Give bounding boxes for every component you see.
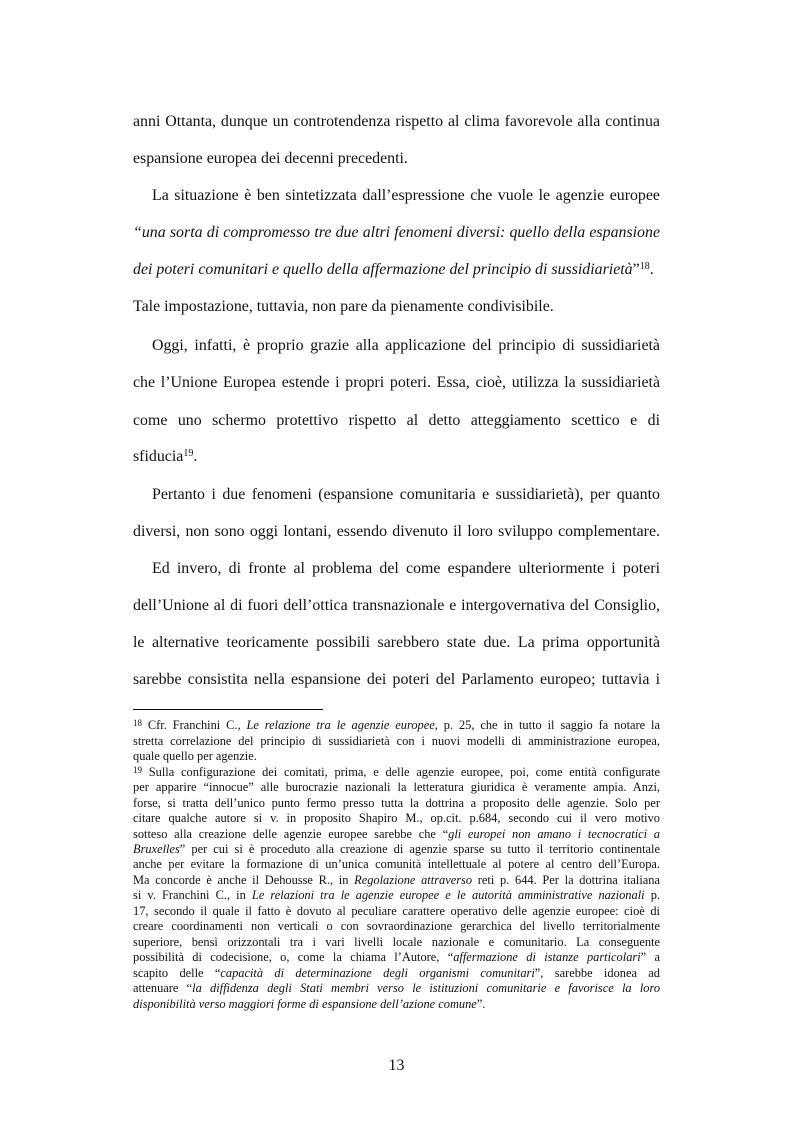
footnote-separator: [133, 709, 323, 710]
page-number: 13: [388, 1057, 405, 1074]
footnote-line: scapito delle “capacità di determinazione degli organismi comunitari”, sarebbe idonea ad: [133, 966, 661, 980]
footnote-line: creare coordinamenti non verticali o con sovraordinazione gerarchica del livello territorialmente: [133, 919, 660, 933]
body-line: sarebbe consistita nella espansione dei poteri del Parlamento europeo; tuttavia i: [133, 671, 660, 688]
footnote-18: $^{18}$ Cfr. Franchini C., Le relazione tra le agenzie europee, p. 25, che in tutto il saggio fa notare la: [133, 718, 660, 732]
body-line: Pertanto i due fenomeni (espansione comunitaria e sussidiarietà), per quanto: [152, 486, 660, 503]
footnote-line: stretta correlazione del principio di sussidiarietà con i nuovi modelli di amministrazione europea,: [133, 734, 660, 748]
footnote-19: $^{19}$ Sulla configurazione dei comitati, prima, e delle agenzie europee, poi, come entità configurate: [133, 765, 660, 779]
body-line: come uno schermo protettivo rispetto al detto atteggiamento scettico e di: [133, 412, 660, 429]
quote-text: dei poteri comunitari e quello della affermazione del principio di sussidiarietà: [133, 261, 633, 278]
footnote-line: forse, si tratta dell’unico punto fermo presso tutta la dottrina a proposito delle agenzie. Solo per: [133, 796, 660, 810]
footnote-line: possibilità di codecisione, o, come la chiama l’Autore, “affermazione di istanze particolari” a: [133, 950, 660, 964]
body-line: [133, 223, 660, 243]
footnote-line: superiore, bensì orizzontali tra i vari livelli locale nazionale e comunitario. La conseguente: [133, 935, 660, 949]
body-line: diversi, non sono oggi lontani, essendo divenuto il loro sviluppo complementare.: [133, 523, 660, 540]
body-line: dei poteri comunitari e quello della affermazione del principio di sussidiarietà”$^{18}$.: [133, 261, 654, 278]
footnote-ref-18[interactable]: 18: [639, 261, 650, 272]
body-line: espansione europea dei decenni precedenti.: [133, 150, 408, 167]
body-line: sfiducia$^{19}$.: [133, 448, 198, 465]
footnote-line: attenuare “la diffidenza degli Stati membri verso le istituzioni comunitarie e favorisce la loro: [133, 981, 661, 995]
footnote-line: anche per evitare la formazione di un’unica comunità intellettuale al potere al centro dell’Europa.: [133, 857, 660, 871]
body-line: Oggi, infatti, è proprio grazie alla applicazione del principio di sussidiarietà: [152, 337, 660, 354]
footnote-line: si v. Franchini C., in Le relazioni tra le agenzie europee e le autorità amministrative nazionali p.: [133, 888, 660, 902]
footnote-line: citare qualche autore si v. in proposito Shapiro M., op.cit. p.684, secondo cui il vero motivo: [133, 811, 660, 825]
footnote-line: quale quello per agenzie.: [133, 749, 257, 763]
body-line: Tale impostazione, tuttavia, non pare da pienamente condivisibile.: [133, 298, 554, 315]
body-line: La situazione è ben sintetizzata dall’espressione che vuole le agenzie europee: [152, 187, 660, 204]
quote-text: “una sorta di compromesso tre due altri fenomeni diversi: quello della espansione: [133, 224, 660, 241]
body-line: dell’Unione al di fuori dell’ottica transnazionale e intergovernativa del Consiglio,: [133, 597, 660, 614]
footnote-line: Bruxelles” per cui si è proceduto alla creazione di agenzie sparse su tutto il territorio continentale: [133, 842, 660, 856]
footnote-ref-19[interactable]: 19: [183, 448, 194, 459]
footnote-line: 17, secondo il quale il fatto è dovuto al peculiare carattere operativo delle agenzie europee: cioè di: [133, 904, 660, 918]
footnote-line: Ma concorde è anche il Dehousse R., in Regolazione attraverso reti p. 644. Per la dottrina italiana: [133, 873, 660, 887]
body-line: che l’Unione Europea estende i propri poteri. Essa, cioè, utilizza la sussidiarietà: [133, 374, 660, 391]
footnote-line: disponibilità verso maggiori forme di espansione dell’azione comune”.: [133, 997, 486, 1011]
body-line: le alternative teoricamente possibili sarebbero state due. La prima opportunità: [133, 634, 660, 651]
body-line: Ed invero, di fronte al problema del come espandere ulteriormente i poteri: [152, 560, 660, 577]
body-line: anni Ottanta, dunque un controtendenza rispetto al clima favorevole alla continua: [133, 113, 660, 130]
footnote-line: per apparire “innocue” alle burocrazie nazionali la letteratura giuridica è veramente ampia. Anzi,: [133, 780, 660, 794]
footnote-line: sotteso alla creazione delle agenzie europee sarebbe che “gli europei non amano i tecnocratici a: [133, 827, 660, 841]
